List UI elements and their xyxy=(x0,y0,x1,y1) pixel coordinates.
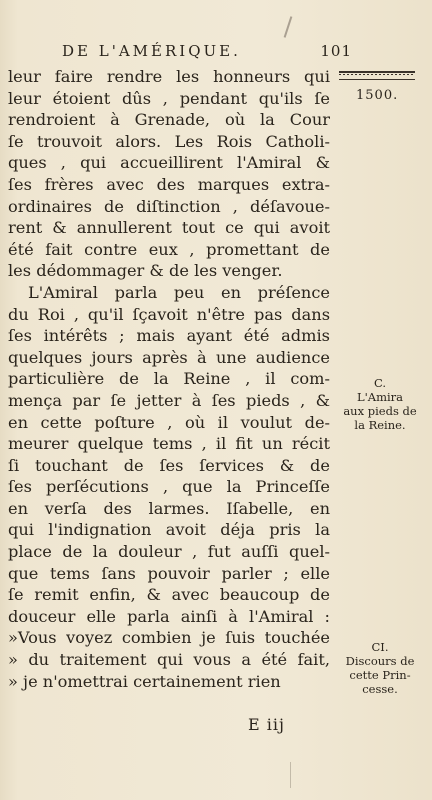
signature-mark: E iij xyxy=(248,715,285,734)
text-line: » du traitement qui vous a été fait, xyxy=(8,650,330,670)
running-header xyxy=(62,42,352,60)
note-line: cette Prin- xyxy=(349,668,411,682)
text-line: rendroient à Grenade, où la Cour xyxy=(8,110,330,130)
text-line: qui l'indignation avoit déja pris la xyxy=(8,520,330,540)
note-line: Discours de xyxy=(345,654,415,668)
text-line: » je n'omettrai certainement rien xyxy=(8,671,281,691)
page-number: 101 xyxy=(320,42,352,60)
text-line: particulière de la Reine , il com- xyxy=(8,369,330,389)
note-line: C. xyxy=(373,376,387,390)
text-line: en cette poſture , où il voulut de- xyxy=(8,412,330,432)
text-line: rent & annullerent tout ce qui avoit xyxy=(8,218,330,238)
edge-mark xyxy=(290,762,291,788)
note-line: la Reine. xyxy=(354,418,406,432)
pencil-mark xyxy=(284,16,293,38)
running-title: DE L'AMÉRIQUE. xyxy=(62,42,241,60)
text-line: place de la douleur , fut auſſi quel- xyxy=(8,542,330,562)
text-line: que tems ſans pouvoir parler ; elle xyxy=(8,563,330,583)
text-line: ſi touchant de ſes ſervices & de xyxy=(8,455,330,475)
text-line: ſes intérêts ; mais ayant été admis xyxy=(8,326,330,346)
marginal-note-2 xyxy=(334,640,426,696)
text-line: en verſa des larmes. Iſabelle, en xyxy=(8,498,330,518)
margin-rule xyxy=(339,71,415,80)
note-line: L'Amira xyxy=(356,390,404,404)
note-line: cesse. xyxy=(362,682,398,696)
text-line: quelques jours après à une audience xyxy=(8,347,330,367)
text-line: ſes perſécutions , que la Princeſſe xyxy=(8,477,330,497)
text-line: »Vous voyez combien je ſuis touchée xyxy=(8,628,330,648)
marginal-note-1 xyxy=(340,376,420,432)
text-line: leur faire rendre les honneurs qui xyxy=(8,67,330,86)
text-line: ſes frères avec des marques extra- xyxy=(8,174,330,194)
text-line: leur étoient dûs , pendant qu'ils ſe xyxy=(8,88,330,108)
text-line: meurer quelque tems , il fit un récit xyxy=(8,434,330,454)
text-line: été fait contre eux , promettant de xyxy=(8,239,330,259)
text-line: ſe trouvoit alors. Les Rois Catholi- xyxy=(8,131,330,151)
text-line: mença par ſe jetter à ſes pieds , & xyxy=(8,390,330,410)
note-line: aux pieds de xyxy=(343,404,417,418)
text-line: douceur elle parla ainſi à l'Amiral : xyxy=(8,606,330,626)
text-line: ordinaires de diſtinction , déſavoue- xyxy=(8,196,330,216)
margin-year: 1500. xyxy=(356,88,399,103)
text-line: ſe remit enfin, & avec beaucoup de xyxy=(8,585,330,605)
text-line: ques , qui accueillirent l'Amiral & xyxy=(8,153,330,173)
body-text xyxy=(8,66,330,692)
note-line: CI. xyxy=(371,640,389,654)
text-line: du Roi , qu'il ſçavoit n'être pas dans xyxy=(8,304,330,324)
text-line: L'Amiral parla peu en préſence xyxy=(28,282,330,302)
text-line: les dédommager & de les venger. xyxy=(8,261,283,281)
